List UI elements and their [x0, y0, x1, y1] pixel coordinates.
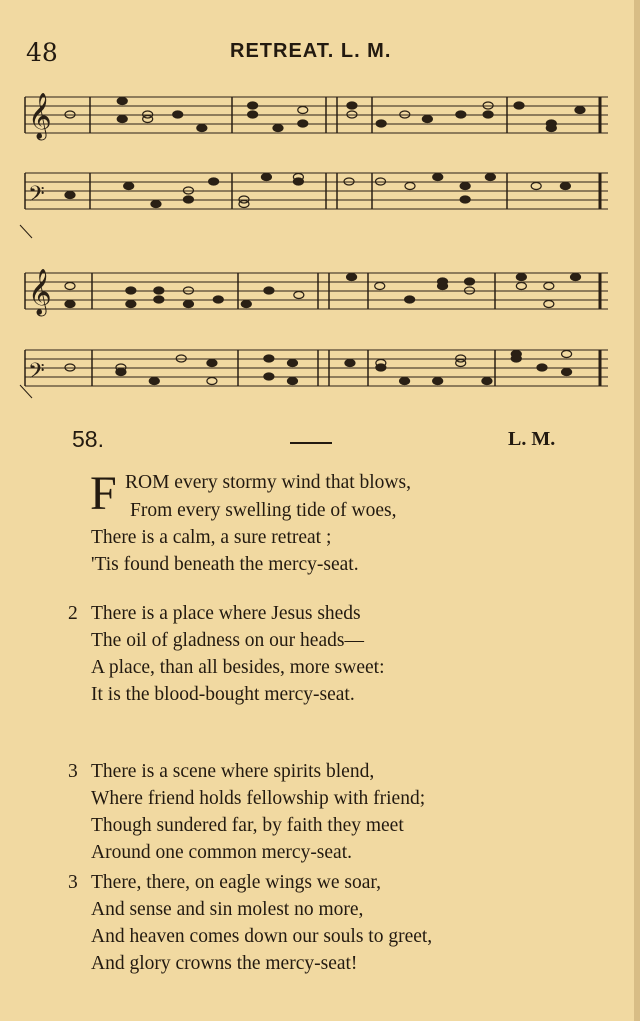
note-head [571, 274, 581, 281]
note-head [514, 102, 524, 109]
bass-clef-icon: 𝄢 [28, 182, 45, 212]
note-head [546, 120, 556, 127]
note-head [560, 183, 570, 190]
note-head [485, 174, 495, 181]
stanza-number: 2 [68, 603, 78, 624]
verse-line: It is the blood-bought mercy-seat. [91, 684, 355, 705]
note-head [537, 364, 547, 371]
bass-clef-icon: 𝄢 [28, 359, 45, 389]
note-head [151, 201, 161, 208]
note-head [65, 283, 75, 290]
note-head [126, 287, 136, 294]
note-head [207, 360, 217, 367]
note-head [482, 378, 492, 385]
verse-line: 'Tis found beneath the mercy-seat. [91, 554, 359, 575]
note-head [209, 178, 219, 185]
note-head [375, 283, 385, 290]
note-head [65, 301, 75, 308]
note-head [149, 378, 159, 385]
verse-line: From every swelling tide of woes, [130, 500, 397, 521]
note-head [465, 278, 475, 285]
brace-icon [20, 225, 32, 238]
note-head [460, 196, 470, 203]
note-head [264, 373, 274, 380]
stanza-number: 3 [68, 761, 78, 782]
note-head [65, 192, 75, 199]
treble-clef-icon: 𝄞 [28, 93, 52, 139]
note-head [248, 111, 258, 118]
note-head [531, 183, 541, 190]
note-head [544, 301, 554, 308]
note-head [264, 287, 274, 294]
drop-cap: F [90, 467, 117, 520]
music-score [0, 80, 640, 420]
note-head [438, 278, 448, 285]
note-head [422, 116, 432, 123]
note-head [298, 107, 308, 114]
note-head [405, 296, 415, 303]
note-head [264, 355, 274, 362]
note-head [273, 125, 283, 132]
verse-line: Where friend holds fellowship with friend; [91, 788, 426, 809]
verse-line: There, there, on eagle wings we soar, [91, 872, 381, 893]
note-head [126, 301, 136, 308]
note-head [241, 301, 251, 308]
note-head [405, 183, 415, 190]
note-head [345, 360, 355, 367]
verse-line: ROM every stormy wind that blows, [125, 472, 411, 493]
note-head [261, 174, 271, 181]
verse-line: A place, than all besides, more sweet: [91, 657, 385, 678]
note-head [298, 120, 308, 127]
note-head [183, 196, 193, 203]
note-head [124, 183, 134, 190]
verse-line: The oil of gladness on our heads— [91, 630, 364, 651]
note-head [456, 111, 466, 118]
note-head [154, 296, 164, 303]
stanza-number: 3 [68, 872, 78, 893]
note-head [248, 102, 258, 109]
note-head [376, 120, 386, 127]
verse-line: And glory crowns the mercy-seat! [91, 953, 358, 974]
note-head [287, 360, 297, 367]
verse-line: There is a place where Jesus sheds [91, 603, 361, 624]
note-head [117, 98, 127, 105]
note-head [511, 355, 521, 362]
hymn-number: 58. [72, 426, 104, 452]
note-head [154, 287, 164, 294]
note-head [460, 183, 470, 190]
note-head [173, 111, 183, 118]
note-head [575, 107, 585, 114]
tune-title: RETREAT. L. M. [230, 40, 392, 62]
verse-line: There is a scene where spirits blend, [91, 761, 375, 782]
verse-line: And sense and sin molest no more, [91, 899, 364, 920]
verse-line: There is a calm, a sure retreat ; [91, 527, 332, 548]
note-head [197, 125, 207, 132]
note-head [562, 351, 572, 358]
note-head [287, 378, 297, 385]
note-head [562, 369, 572, 376]
note-head [433, 378, 443, 385]
note-head [516, 274, 526, 281]
verse-line: Around one common mercy-seat. [91, 842, 353, 863]
hymn-meter: L. M. [508, 428, 556, 450]
note-head [294, 292, 304, 299]
note-head [347, 274, 357, 281]
note-head [483, 111, 493, 118]
note-head [116, 369, 126, 376]
note-head [544, 283, 554, 290]
note-head [516, 283, 526, 290]
divider [290, 442, 332, 444]
note-head [433, 174, 443, 181]
verse-line: Though sundered far, by faith they meet [91, 815, 404, 836]
page-number: 48 [26, 38, 58, 67]
verse-line: And heaven comes down our souls to greet, [91, 926, 433, 947]
note-head [347, 102, 357, 109]
note-head [207, 378, 217, 385]
note-head [183, 301, 193, 308]
treble-clef-icon: 𝄞 [28, 269, 52, 315]
note-head [400, 378, 410, 385]
note-head [213, 296, 223, 303]
note-head [117, 116, 127, 123]
